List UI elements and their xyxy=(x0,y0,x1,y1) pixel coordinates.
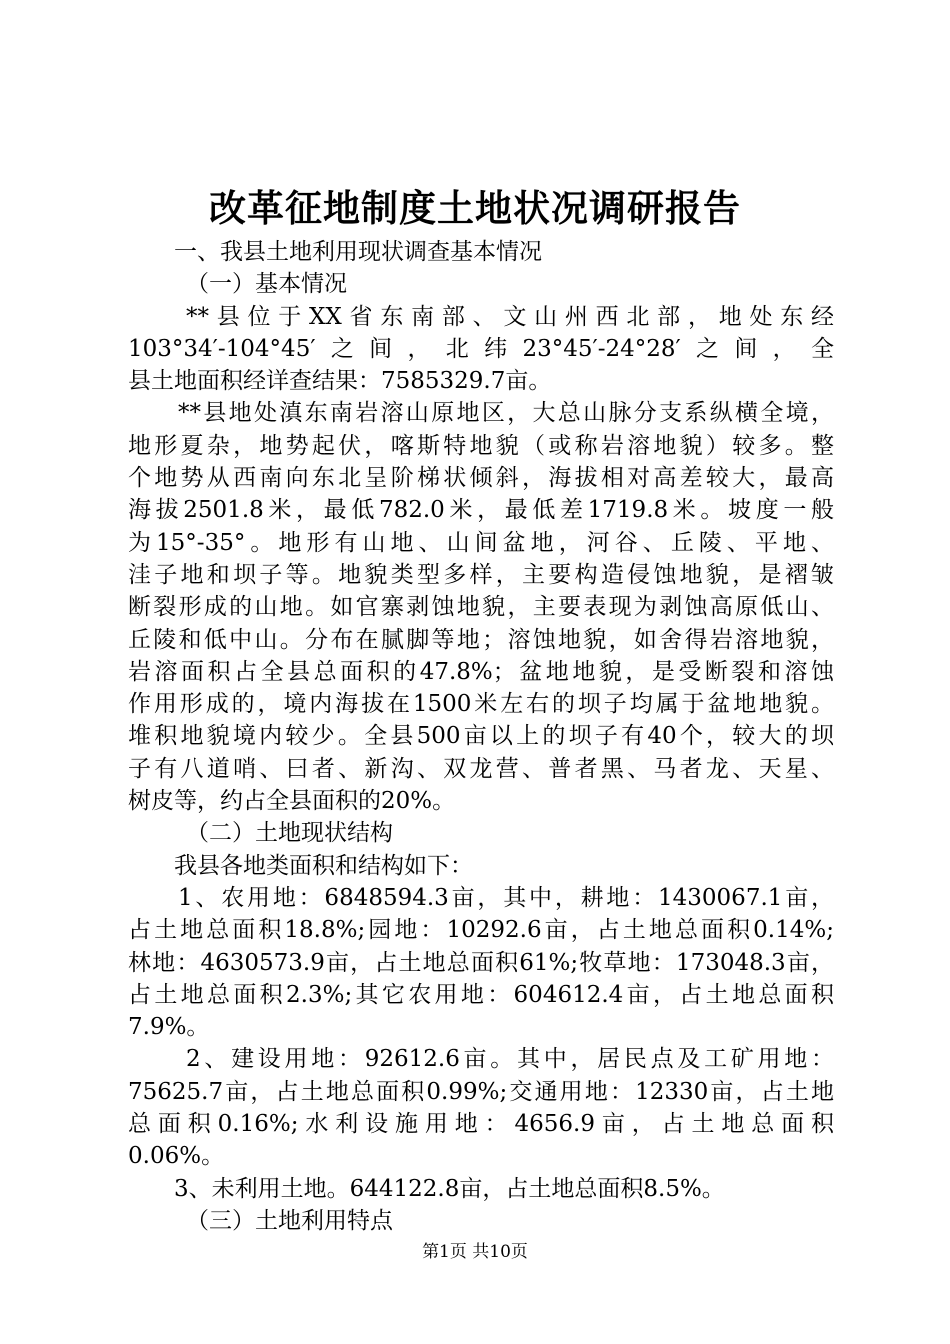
subsection-heading-3: （三）土地利用特点 xyxy=(186,1207,393,1234)
document-title: 改革征地制度土地状况调研报告 xyxy=(209,186,741,230)
paragraph-line: 占土地总面积18.8%;园地：10292.6亩，占土地总面积0.14%; xyxy=(128,917,834,944)
paragraph-line: 75625.7亩，占土地总面积0.99%;交通用地：12330亩，占土地 xyxy=(128,1078,834,1105)
paragraph-line: 个地势从西南向东北呈阶梯状倾斜，海拔相对高差较大，最高 xyxy=(128,465,834,492)
paragraph-line: **县地处滇东南岩溶山原地区，大总山脉分支系纵横全境， xyxy=(178,400,834,427)
paragraph-line: 作用形成的，境内海拔在1500米左右的坝子均属于盆地地貌。 xyxy=(128,691,834,718)
paragraph-line: 总面积0.16%;水利设施用地：4656.9亩，占土地总面积 xyxy=(128,1111,834,1138)
paragraph-line: 堆积地貌境内较少。全县500亩以上的坝子有40个，较大的坝 xyxy=(128,723,834,750)
paragraph-line: 2、建设用地：92612.6亩。其中，居民点及工矿用地： xyxy=(186,1046,834,1073)
paragraph-line: 103°34′-104°45′之间，北纬23°45′-24°28′之间，全 xyxy=(128,335,834,362)
paragraph-line: 7.9%。 xyxy=(128,1014,210,1041)
paragraph-line: 3、未利用土地。644122.8亩，占土地总面积8.5%。 xyxy=(174,1175,725,1202)
paragraph-line: 我县各地类面积和结构如下： xyxy=(174,852,473,879)
paragraph-line: 丘陵和低中山。分布在腻脚等地；溶蚀地貌，如舍得岩溶地貌， xyxy=(128,626,834,653)
paragraph-line: 洼子地和坝子等。地貌类型多样，主要构造侵蚀地貌，是褶皱 xyxy=(128,561,834,588)
paragraph-line: 地形夏杂，地势起伏，喀斯特地貌（或称岩溶地貌）较多。整 xyxy=(128,432,834,459)
document-body xyxy=(128,236,834,1237)
paragraph-line: 林地：4630573.9亩，占土地总面积61%;牧草地：173048.3亩， xyxy=(128,949,834,976)
paragraph-line: 占土地总面积2.3%;其它农用地：604612.4亩，占土地总面积 xyxy=(128,981,834,1008)
paragraph-line: 断裂形成的山地。如官寨剥蚀地貌，主要表现为剥蚀高原低山、 xyxy=(128,594,834,621)
subsection-heading-1: （一）基本情况 xyxy=(186,271,347,298)
paragraph-line: 海拔2501.8米，最低782.0米，最低差1719.8米。坡度一般 xyxy=(128,497,834,524)
paragraph-line: 县土地面积经详查结果：7585329.7亩。 xyxy=(128,368,552,395)
page-footer: 第1页 共10页 xyxy=(422,1242,528,1262)
paragraph-line: 为15°-35°。地形有山地、山间盆地，河谷、丘陵、平地、 xyxy=(128,529,834,556)
paragraph-line: 0.06%。 xyxy=(128,1143,225,1170)
paragraph-line: 岩溶面积占全县总面积的47.8%；盆地地貌，是受断裂和溶蚀 xyxy=(128,658,834,685)
paragraph-line: **县位于XX省东南部、文山州西北部，地处东经 xyxy=(186,303,834,330)
subsection-heading-2: （二）土地现状结构 xyxy=(186,820,393,847)
section-heading-1: 一、我县土地利用现状调查基本情况 xyxy=(174,239,542,265)
paragraph-line: 1、农用地：6848594.3亩，其中，耕地：1430067.1亩， xyxy=(178,884,834,911)
paragraph-line: 树皮等，约占全县面积的20%。 xyxy=(128,788,456,815)
paragraph-line: 子有八道哨、曰者、新沟、双龙营、普者黑、马者龙、天星、 xyxy=(128,755,834,782)
